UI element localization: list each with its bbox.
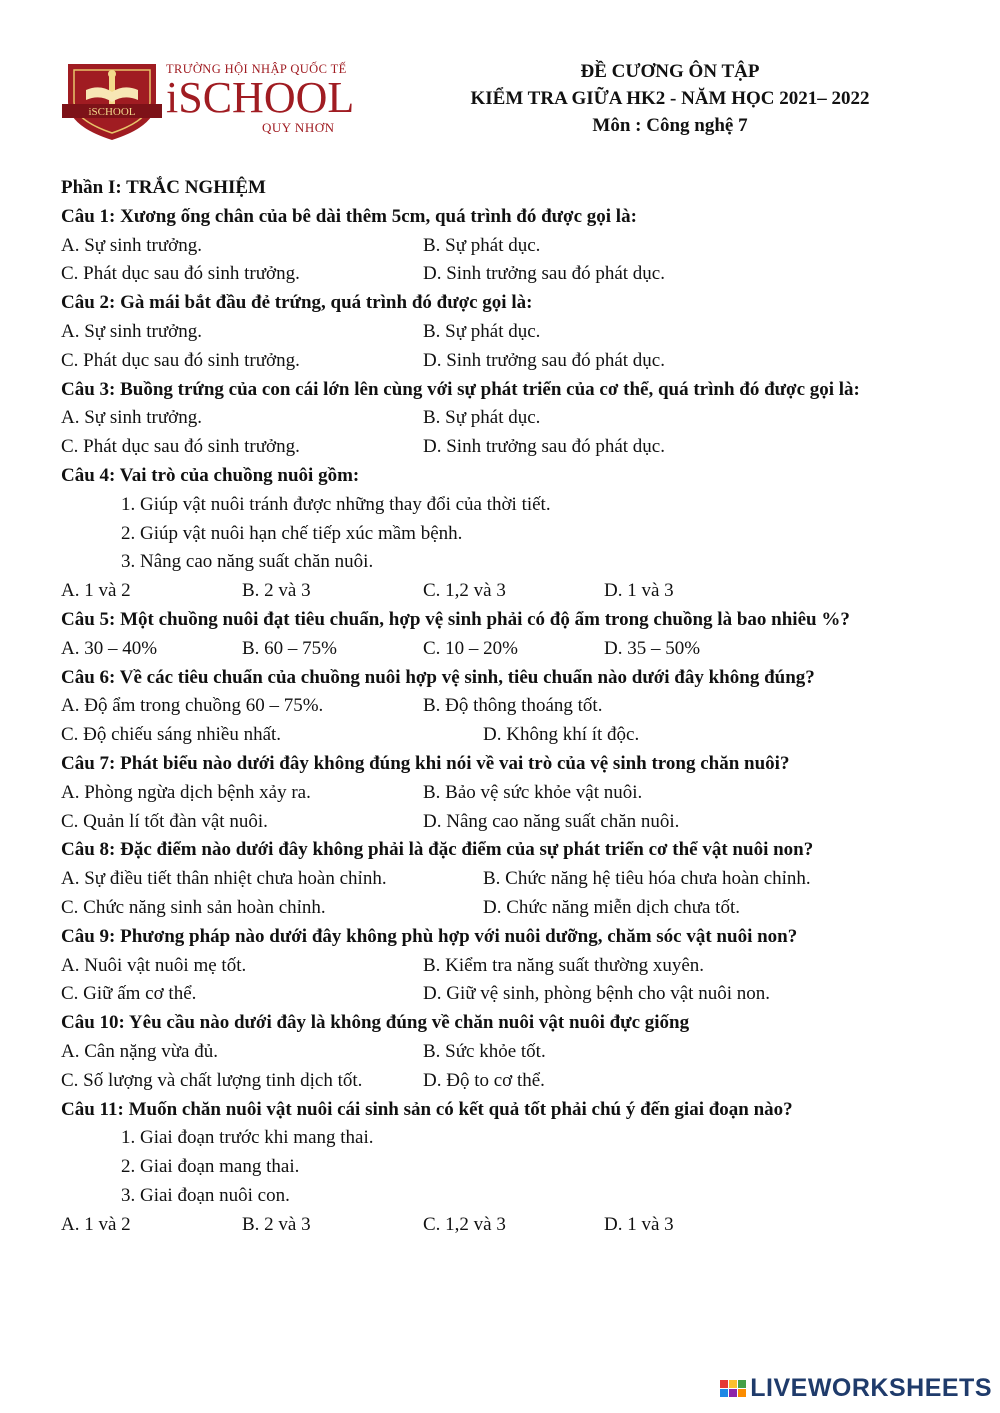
answer-a[interactable]: A. Nuôi vật nuôi mẹ tốt. [61, 954, 247, 976]
option-item: 1. Giai đoạn trước khi mang thai. [121, 1127, 374, 1149]
answer-b[interactable]: B. Sức khỏe tốt. [423, 1040, 546, 1062]
answer-row [61, 865, 951, 894]
answer-c[interactable]: C. Giữ ấm cơ thể. [61, 983, 197, 1005]
answer-d[interactable]: D. 1 và 3 [604, 1213, 674, 1235]
answer-row [61, 577, 951, 606]
answer-c[interactable]: C. Phát dục sau đó sinh trưởng. [61, 436, 300, 458]
answer-d[interactable]: D. Chức năng miễn dịch chưa tốt. [483, 896, 740, 918]
document-header [400, 58, 940, 139]
answer-c[interactable]: C. Phát dục sau đó sinh trưởng. [61, 349, 300, 371]
answer-b[interactable]: B. Sự phát dục. [423, 320, 541, 342]
answer-row [61, 232, 951, 261]
answer-row [61, 1211, 951, 1240]
question-text: Câu 10: Yêu cầu nào dưới đây là không đúng về chăn nuôi vật nuôi đực giống [61, 1012, 690, 1034]
liveworksheets-wordmark: LIVEWORKSHEETS [750, 1374, 992, 1402]
answer-row [61, 952, 951, 981]
answer-row [61, 894, 951, 923]
answer-row [61, 692, 951, 721]
answer-b[interactable]: B. 2 và 3 [242, 580, 311, 602]
answer-c[interactable]: C. 10 – 20% [423, 637, 518, 659]
answer-row [61, 635, 951, 664]
liveworksheets-logo-icon [720, 1380, 746, 1397]
question-text: Câu 2: Gà mái bắt đầu đẻ trứng, quá trình đó được gọi là: [61, 292, 533, 314]
answer-row [61, 980, 951, 1009]
answer-d[interactable]: D. 1 và 3 [604, 580, 674, 602]
answer-a[interactable]: A. 1 và 2 [61, 580, 131, 602]
question-text: Câu 7: Phát biểu nào dưới đây không đúng khi nói về vai trò của vệ sinh trong chăn nuôi? [61, 752, 790, 774]
option-item: 2. Giai đoạn mang thai. [121, 1156, 300, 1178]
answer-d[interactable]: D. Nâng cao năng suất chăn nuôi. [423, 810, 680, 832]
answer-a[interactable]: A. Cân nặng vừa đủ. [61, 1040, 218, 1062]
answer-a[interactable]: A. 1 và 2 [61, 1213, 131, 1235]
option-item: 3. Giai đoạn nuôi con. [121, 1184, 290, 1206]
answer-row [61, 1038, 951, 1067]
answer-c[interactable]: C. Quản lí tốt đàn vật nuôi. [61, 810, 268, 832]
question-text: Câu 6: Về các tiêu chuẩn của chuồng nuôi hợp vệ sinh, tiêu chuẩn nào dưới đây không đúng? [61, 666, 815, 688]
answer-c[interactable]: C. Độ chiếu sáng nhiều nhất. [61, 724, 282, 746]
answer-a[interactable]: A. Sự sinh trưởng. [61, 320, 202, 342]
answer-a[interactable]: A. Sự điều tiết thân nhiệt chưa hoàn chỉnh. [61, 868, 387, 890]
answer-row [61, 808, 951, 837]
answer-b[interactable]: B. 2 và 3 [242, 1213, 311, 1235]
school-logo [60, 56, 360, 142]
question-text: Câu 8: Đặc điểm nào dưới đây không phải là đặc điểm của sự phát triển cơ thể vật nuôi non? [61, 839, 814, 861]
logo-name: iSCHOOL [166, 73, 355, 122]
answer-row [61, 721, 951, 750]
shield-label: iSCHOOL [88, 106, 136, 118]
doc-subtitle: KIỂM TRA GIỮA HK2 - NĂM HỌC 2021– 2022 [470, 88, 870, 109]
doc-subject: Môn : Công nghệ 7 [592, 115, 748, 136]
answer-row [61, 260, 951, 289]
question-text: Câu 11: Muốn chăn nuôi vật nuôi cái sinh sản có kết quả tốt phải chú ý đến giai đoạn nào? [61, 1098, 793, 1120]
answer-a[interactable]: A. 30 – 40% [61, 637, 158, 659]
answer-b[interactable]: B. Sự phát dục. [423, 234, 541, 256]
question-text: Câu 3: Buồng trứng của con cái lớn lên cùng với sự phát triển của cơ thể, quá trình đó được gọi là: [61, 378, 860, 400]
answer-row [61, 347, 951, 376]
answer-b[interactable]: B. Độ thông thoáng tốt. [423, 695, 603, 717]
answer-a[interactable]: A. Sự sinh trưởng. [61, 407, 202, 429]
answer-a[interactable]: A. Độ ẩm trong chuồng 60 – 75%. [61, 695, 324, 717]
answer-row [61, 318, 951, 347]
doc-title: ĐỀ CƯƠNG ÔN TẬP [580, 61, 760, 82]
answer-row [61, 433, 951, 462]
option-item: 2. Giúp vật nuôi hạn chế tiếp xúc mầm bệnh. [121, 522, 463, 544]
answer-c[interactable]: C. Chức năng sinh sản hoàn chỉnh. [61, 896, 326, 918]
answer-a[interactable]: A. Phòng ngừa dịch bệnh xảy ra. [61, 781, 311, 803]
answer-b[interactable]: B. Kiểm tra năng suất thường xuyên. [423, 954, 705, 976]
answer-c[interactable]: C. Số lượng và chất lượng tinh dịch tốt. [61, 1069, 363, 1091]
answer-c[interactable]: C. 1,2 và 3 [423, 580, 506, 602]
answer-d[interactable]: D. Sinh trưởng sau đó phát dục. [423, 436, 665, 458]
answer-d[interactable]: D. Không khí ít độc. [483, 724, 640, 746]
question-text: Câu 5: Một chuồng nuôi đạt tiêu chuẩn, hợp vệ sinh phải có độ ẩm trong chuồng là bao nhiêu %? [61, 608, 850, 630]
logo-city: QUY NHƠN [262, 120, 335, 135]
answer-b[interactable]: B. Bảo vệ sức khỏe vật nuôi. [423, 781, 643, 803]
liveworksheets-brand [720, 1374, 992, 1403]
answer-b[interactable]: B. Sự phát dục. [423, 407, 541, 429]
school-shield-icon [60, 56, 164, 142]
answer-d[interactable]: D. Sinh trưởng sau đó phát dục. [423, 349, 665, 371]
question-text: Câu 4: Vai trò của chuồng nuôi gồm: [61, 464, 360, 486]
logo-subtitle: TRƯỜNG HỘI NHẬP QUỐC TẾ [166, 62, 347, 76]
section-title: Phần I: TRẮC NGHIỆM [61, 177, 266, 198]
answer-d[interactable]: D. Độ to cơ thể. [423, 1069, 545, 1091]
answer-row [61, 779, 951, 808]
answer-d[interactable]: D. Giữ vệ sinh, phòng bệnh cho vật nuôi non. [423, 983, 770, 1005]
answer-d[interactable]: D. Sinh trưởng sau đó phát dục. [423, 263, 665, 285]
question-text: Câu 9: Phương pháp nào dưới đây không phù hợp với nuôi dưỡng, chăm sóc vật nuôi non? [61, 925, 798, 947]
question-list [61, 174, 951, 1239]
answer-b[interactable]: B. 60 – 75% [242, 637, 337, 659]
answer-b[interactable]: B. Chức năng hệ tiêu hóa chưa hoàn chỉnh. [483, 868, 811, 890]
answer-a[interactable]: A. Sự sinh trưởng. [61, 234, 202, 256]
answer-d[interactable]: D. 35 – 50% [604, 637, 701, 659]
answer-c[interactable]: C. 1,2 và 3 [423, 1213, 506, 1235]
answer-c[interactable]: C. Phát dục sau đó sinh trưởng. [61, 263, 300, 285]
answer-row [61, 404, 951, 433]
answer-row [61, 1067, 951, 1096]
option-item: 1. Giúp vật nuôi tránh được những thay đổi của thời tiết. [121, 493, 551, 515]
option-item: 3. Nâng cao năng suất chăn nuôi. [121, 551, 374, 573]
question-text: Câu 1: Xương ống chân của bê dài thêm 5cm, quá trình đó được gọi là: [61, 205, 637, 227]
